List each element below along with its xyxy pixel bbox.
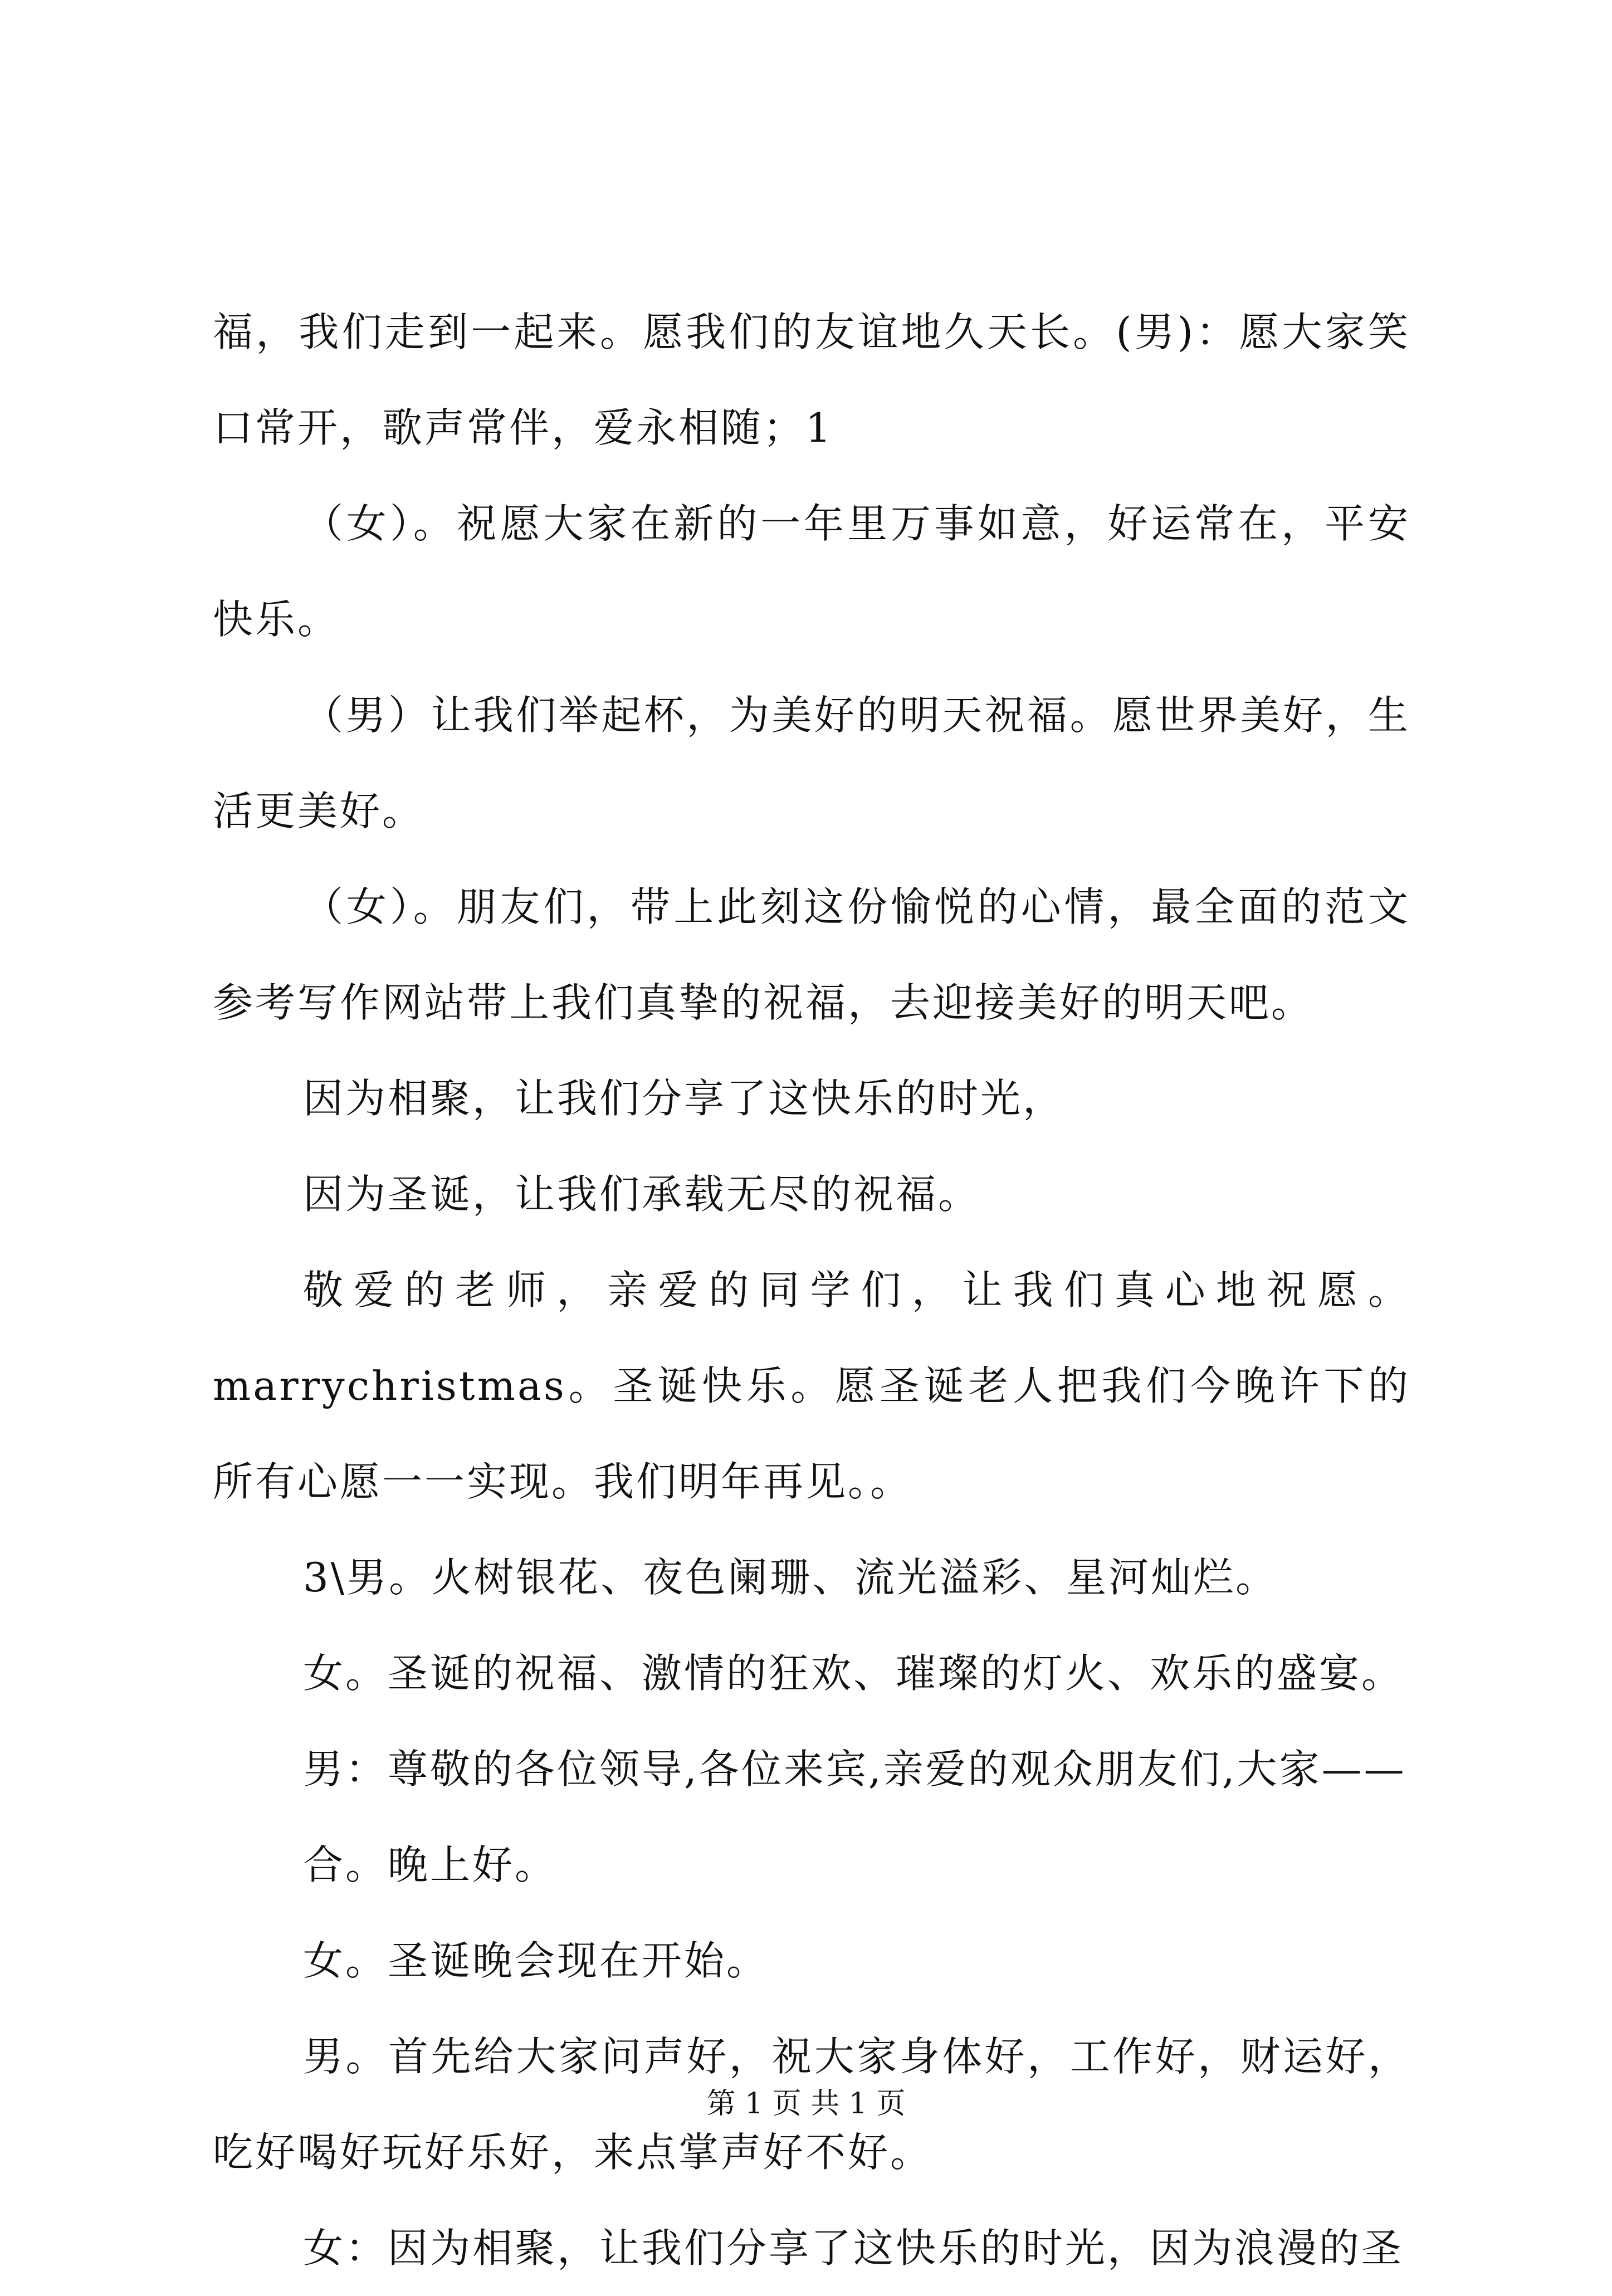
paragraph-5: 因为相聚，让我们分享了这快乐的时光， <box>303 1075 1066 1122</box>
paragraph-6: 因为圣诞，让我们承载无尽的祝福。 <box>303 1171 981 1218</box>
document-body <box>213 284 1410 2296</box>
paragraph-10: 男：尊敬的各位领导,各位来宾,亲爱的观众朋友们,大家—— <box>303 1746 1406 1792</box>
paragraph-12: 女。圣诞晚会现在开始。 <box>303 1937 769 1984</box>
paragraph-8: 3\男。火树银花、夜色阑珊、流光溢彩、星河灿烂。 <box>303 1554 1278 1601</box>
paragraph-11: 合。晚上好。 <box>303 1841 558 1888</box>
paragraph-1: 福，我们走到一起来。愿我们的友谊地久天长。(男)：愿大家笑口常开，歌声常伴，爱永相随；1 <box>213 309 1410 451</box>
paragraph-4: （女）。朋友们，带上此刻这份愉悦的心情，最全面的范文参考写作网站带上我们真挚的祝福，去迎接美好的明天吧。 <box>213 883 1410 1026</box>
paragraph-9: 女。圣诞的祝福、激情的狂欢、璀璨的灯火、欢乐的盛宴。 <box>303 1650 1404 1697</box>
paragraph-2: （女）。祝愿大家在新的一年里万事如意，好运常在，平安快乐。 <box>213 500 1410 643</box>
page-number: 第 1 页 共 1 页 <box>706 2087 906 2121</box>
paragraph-14: 女：因为相聚，让我们分享了这快乐的时光，因为浪漫的圣 <box>303 2225 1404 2271</box>
paragraph-3: （男）让我们举起杯，为美好的明天祝福。愿世界美好，生活更美好。 <box>213 692 1410 834</box>
paragraph-13: 男。首先给大家问声好，祝大家身体好，工作好，财运好，吃好喝好玩好乐好，来点掌声好不好。 <box>213 2033 1410 2176</box>
paragraph-7: 敬爱的老师，亲爱的同学们，让我们真心地祝愿。marrychristmas。圣诞快乐。愿圣诞老人把我们今晚许下的所有心愿一一实现。我们明年再见。。 <box>213 1267 1410 1505</box>
page-footer <box>0 2084 1612 2123</box>
